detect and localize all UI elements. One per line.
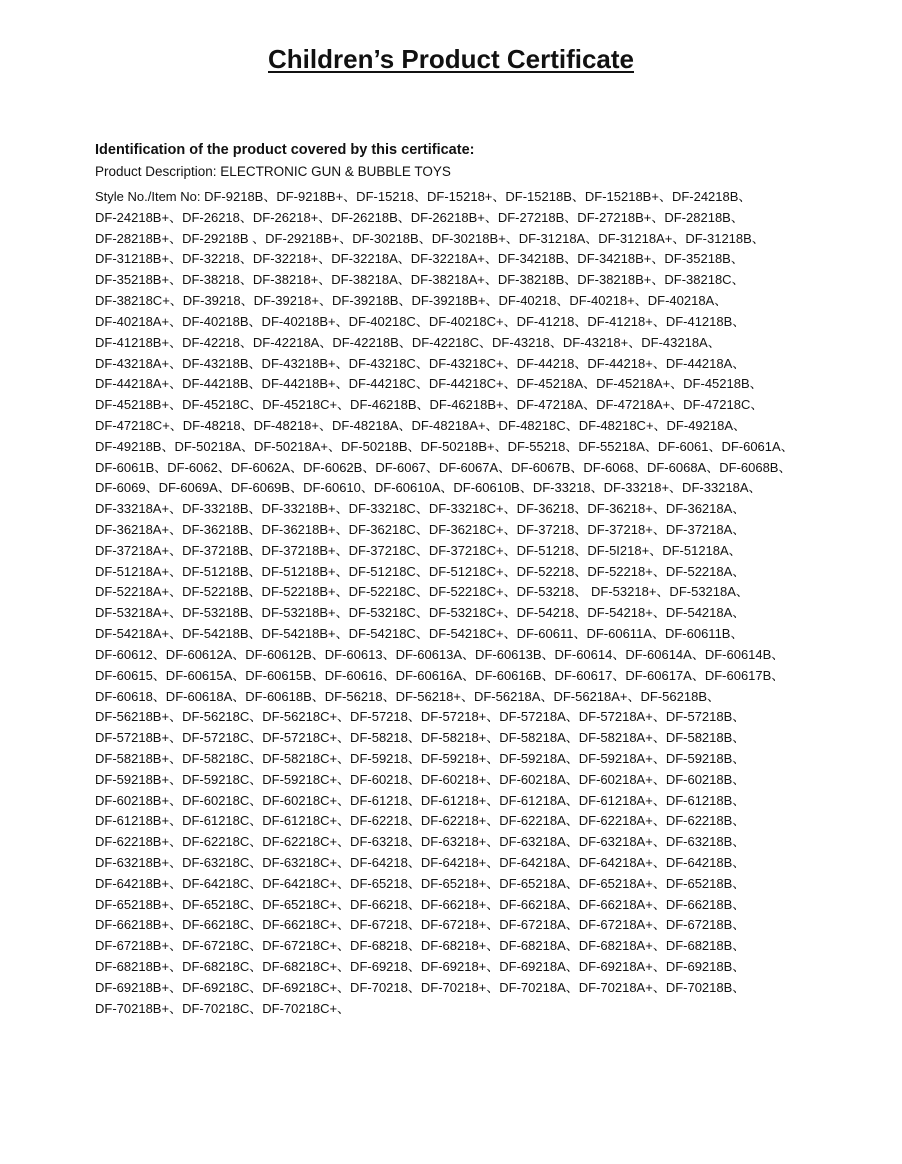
style-number-line: DF-54218A+、DF-54218B、DF-54218B+、DF-54218C、DF-54218C+、DF-60611、DF-60611A、DF-60611B、 (95, 626, 744, 642)
style-number-line: DF-41218B+、DF-42218、DF-42218A、DF-42218B、DF-42218C、DF-43218、DF-43218+、DF-43218A、 (95, 334, 721, 350)
style-number-line: DF-24218B+、DF-26218、DF-26218+、DF-26218B、DF-26218B+、DF-27218B、DF-27218B+、DF-28218B、 (95, 209, 744, 225)
style-number-line: DF-68218B+、DF-68218C、DF-68218C+、DF-69218、DF-69218+、DF-69218A、DF-69218A+、DF-69218B、 (95, 959, 746, 975)
style-number-line: DF-66218B+、DF-66218C、DF-66218C+、DF-67218、DF-67218+、DF-67218A、DF-67218A+、DF-67218B、 (95, 917, 746, 933)
style-number-line: DF-43218A+、DF-43218B、DF-43218B+、DF-43218C、DF-43218C+、DF-44218、DF-44218+、DF-44218A、 (95, 355, 746, 371)
style-number-line: DF-36218A+、DF-36218B、DF-36218B+、DF-36218C、DF-36218C+、DF-37218、DF-37218+、DF-37218A、 (95, 522, 746, 537)
style-number-line: DF-60615、DF-60615A、DF-60615B、DF-60616、DF-60616A、DF-60616B、DF-60617、DF-60617A、DF-60617B、 (95, 667, 785, 683)
style-number-line: DF-62218B+、DF-62218C、DF-62218C+、DF-63218、DF-63218+、DF-63218A、DF-63218A+、DF-63218B、 (95, 834, 746, 850)
style-number-line: DF-63218B+、DF-63218C、DF-63218C+、DF-64218、DF-64218+、DF-64218A、DF-64218A+、DF-64218B、 (95, 855, 746, 870)
style-number-line: DF-6061B、DF-6062、DF-6062A、DF-6062B、DF-6067、DF-6067A、DF-6067B、DF-6068、DF-6068A、DF-6068B、 (95, 459, 792, 475)
style-number-line: DF-64218B+、DF-64218C、DF-64218C+、DF-65218、DF-65218+、DF-65218A、DF-65218A+、DF-65218B、 (95, 875, 746, 891)
style-number-line: DF-35218B+、DF-38218、DF-38218+、DF-38218A、DF-38218A+、DF-38218B、DF-38218B+、DF-38218C、 (95, 272, 745, 288)
style-number-line: DF-70218B+、DF-70218C、DF-70218C+、 (95, 1000, 351, 1016)
style-number-line: DF-33218A+、DF-33218B、DF-33218B+、DF-33218C、DF-33218C+、DF-36218、DF-36218+、DF-36218A、 (95, 501, 746, 517)
style-number-line: DF-45218B+、DF-45218C、DF-45218C+、DF-46218B、DF-46218B+、DF-47218A、DF-47218A+、DF-47218C、 (95, 397, 764, 413)
style-number-list (95, 187, 794, 1020)
style-number-line: DF-37218A+、DF-37218B、DF-37218B+、DF-37218C、DF-37218C+、DF-51218、DF-5I218+、DF-51218A、 (95, 542, 742, 558)
style-number-line: DF-38218C+、DF-39218、DF-39218+、DF-39218B、DF-39218B+、DF-40218、DF-40218+、DF-40218A、 (95, 293, 728, 309)
style-number-line: DF-49218B、DF-50218A、DF-50218A+、DF-50218B、DF-50218B+、DF-55218、DF-55218A、DF-6061、DF-6061A、 (95, 438, 794, 454)
style-number-line: DF-69218B+、DF-69218C、DF-69218C+、DF-70218、DF-70218+、DF-70218A、DF-70218A+、DF-70218B、 (95, 979, 746, 995)
style-number-line: DF-31218B+、DF-32218、DF-32218+、DF-32218A、DF-32218A+、DF-34218B、DF-34218B+、DF-35218B、 (95, 251, 744, 267)
style-number-line: DF-67218B+、DF-67218C、DF-67218C+、DF-68218、DF-68218+、DF-68218A、DF-68218A+、DF-68218B、 (95, 938, 746, 954)
style-number-line: Style No./Item No: DF-9218B、DF-9218B+、DF-15218、DF-15218+、DF-15218B、DF-15218B+、DF-24218B、 (95, 189, 752, 204)
style-number-line: DF-60618、DF-60618A、DF-60618B、DF-56218、DF-56218+、DF-56218A、DF-56218A+、DF-56218B、 (95, 688, 721, 704)
style-number-line: DF-59218B+、DF-59218C、DF-59218C+、DF-60218、DF-60218+、DF-60218A、DF-60218A+、DF-60218B、 (95, 771, 746, 787)
style-number-line: DF-51218A+、DF-51218B、DF-51218B+、DF-51218C、DF-51218C+、DF-52218、DF-52218+、DF-52218A、 (95, 563, 746, 579)
style-number-line: DF-6069、DF-6069A、DF-6069B、DF-60610、DF-60610A、DF-60610B、DF-33218、DF-33218+、DF-33218A、 (95, 480, 762, 496)
product-description: Product Description: ELECTRONIC GUN & BUBBLE TOYS (95, 164, 451, 179)
style-number-line: DF-65218B+、DF-65218C、DF-65218C+、DF-66218、DF-66218+、DF-66218A、DF-66218A+、DF-66218B、 (95, 896, 746, 912)
style-number-line: DF-61218B+、DF-61218C、DF-61218C+、DF-62218、DF-62218+、DF-62218A、DF-62218A+、DF-62218B、 (95, 813, 746, 829)
style-number-line: DF-52218A+、DF-52218B、DF-52218B+、DF-52218C、DF-52218C+、DF-53218、 DF-53218+、DF-53218A、 (95, 584, 749, 600)
style-number-line: DF-58218B+、DF-58218C、DF-58218C+、DF-59218、DF-59218+、DF-59218A、DF-59218A+、DF-59218B、 (95, 750, 746, 766)
style-number-line: DF-60218B+、DF-60218C、DF-60218C+、DF-61218、DF-61218+、DF-61218A、DF-61218A+、DF-61218B、 (95, 792, 746, 808)
style-number-line: DF-57218B+、DF-57218C、DF-57218C+、DF-58218、DF-58218+、DF-58218A、DF-58218A+、DF-58218B、 (95, 730, 746, 746)
style-number-line: DF-40218A+、DF-40218B、DF-40218B+、DF-40218C、DF-40218C+、DF-41218、DF-41218+、DF-41218B、 (95, 313, 746, 329)
style-number-line: DF-53218A+、DF-53218B、DF-53218B+、DF-53218C、DF-53218C+、DF-54218、DF-54218+、DF-54218A、 (95, 605, 746, 621)
style-number-line: DF-56218B+、DF-56218C、DF-56218C+、DF-57218、DF-57218+、DF-57218A、DF-57218A+、DF-57218B、 (95, 709, 746, 725)
style-number-line: DF-60612、DF-60612A、DF-60612B、DF-60613、DF-60613A、DF-60613B、DF-60614、DF-60614A、DF-60614B、 (95, 646, 785, 662)
style-number-line: DF-44218A+、DF-44218B、DF-44218B+、DF-44218C、DF-44218C+、DF-45218A、DF-45218A+、DF-45218B、 (95, 376, 763, 392)
style-number-line: DF-47218C+、DF-48218、DF-48218+、DF-48218A、DF-48218A+、DF-48218C、DF-48218C+、DF-49218A、 (95, 417, 747, 433)
style-number-line: DF-28218B+、DF-29218B 、DF-29218B+、DF-30218B、DF-30218B+、DF-31218A、DF-31218A+、DF-31218B、 (95, 230, 765, 246)
page-title: Children’s Product Certificate (268, 44, 634, 74)
identification-heading: Identification of the product covered by this certificate: (95, 142, 475, 158)
